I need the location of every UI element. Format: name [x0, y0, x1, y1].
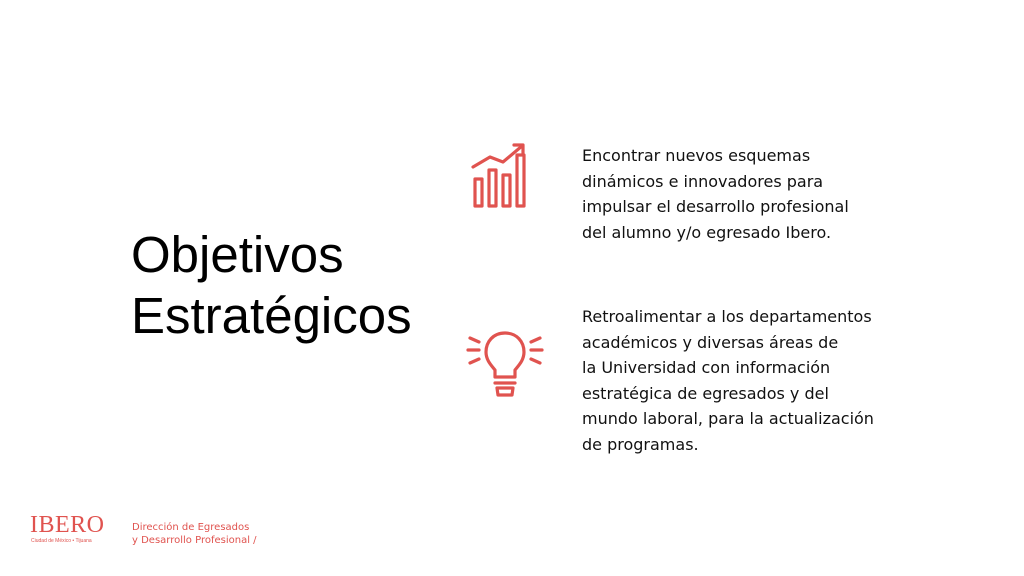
objective-1-text: [582, 143, 912, 245]
slide-title-line-1: Objetivos: [131, 226, 344, 283]
objective-2-line: de programas.: [582, 434, 699, 454]
slide-title-line-2: Estratégicos: [131, 287, 412, 344]
ibero-logo-text: IBERO: [30, 512, 105, 538]
objective-1-line: dinámicos e innovadores para: [582, 171, 824, 191]
objective-1-line: impulsar el desarrollo profesional: [582, 197, 849, 216]
ibero-logo-subtitle: Ciudad de México • Tijuana: [31, 538, 92, 544]
objective-2-text: [582, 304, 912, 457]
growth-chart-icon: [470, 140, 540, 210]
department-name: [132, 521, 257, 547]
objective-1-line: Encontrar nuevos esquemas: [582, 146, 811, 165]
objective-1-line: del alumno y/o egresado Ibero.: [582, 222, 832, 242]
objective-2-line: estratégica de egresados y del: [582, 383, 829, 403]
ibero-logo: [30, 512, 120, 548]
objective-2-line: académicos y diversas áreas de: [582, 332, 839, 352]
department-line-2: y Desarrollo Profesional /: [132, 535, 257, 546]
objective-2-line: Retroalimentar a los departamentos: [582, 307, 872, 326]
slide-title: [131, 224, 461, 346]
objective-2-line: mundo laboral, para la actualización: [582, 409, 874, 428]
lightbulb-icon: [466, 330, 544, 400]
objective-2-line: la Universidad con información: [582, 358, 831, 377]
department-line-1: Dirección de Egresados: [132, 522, 250, 533]
